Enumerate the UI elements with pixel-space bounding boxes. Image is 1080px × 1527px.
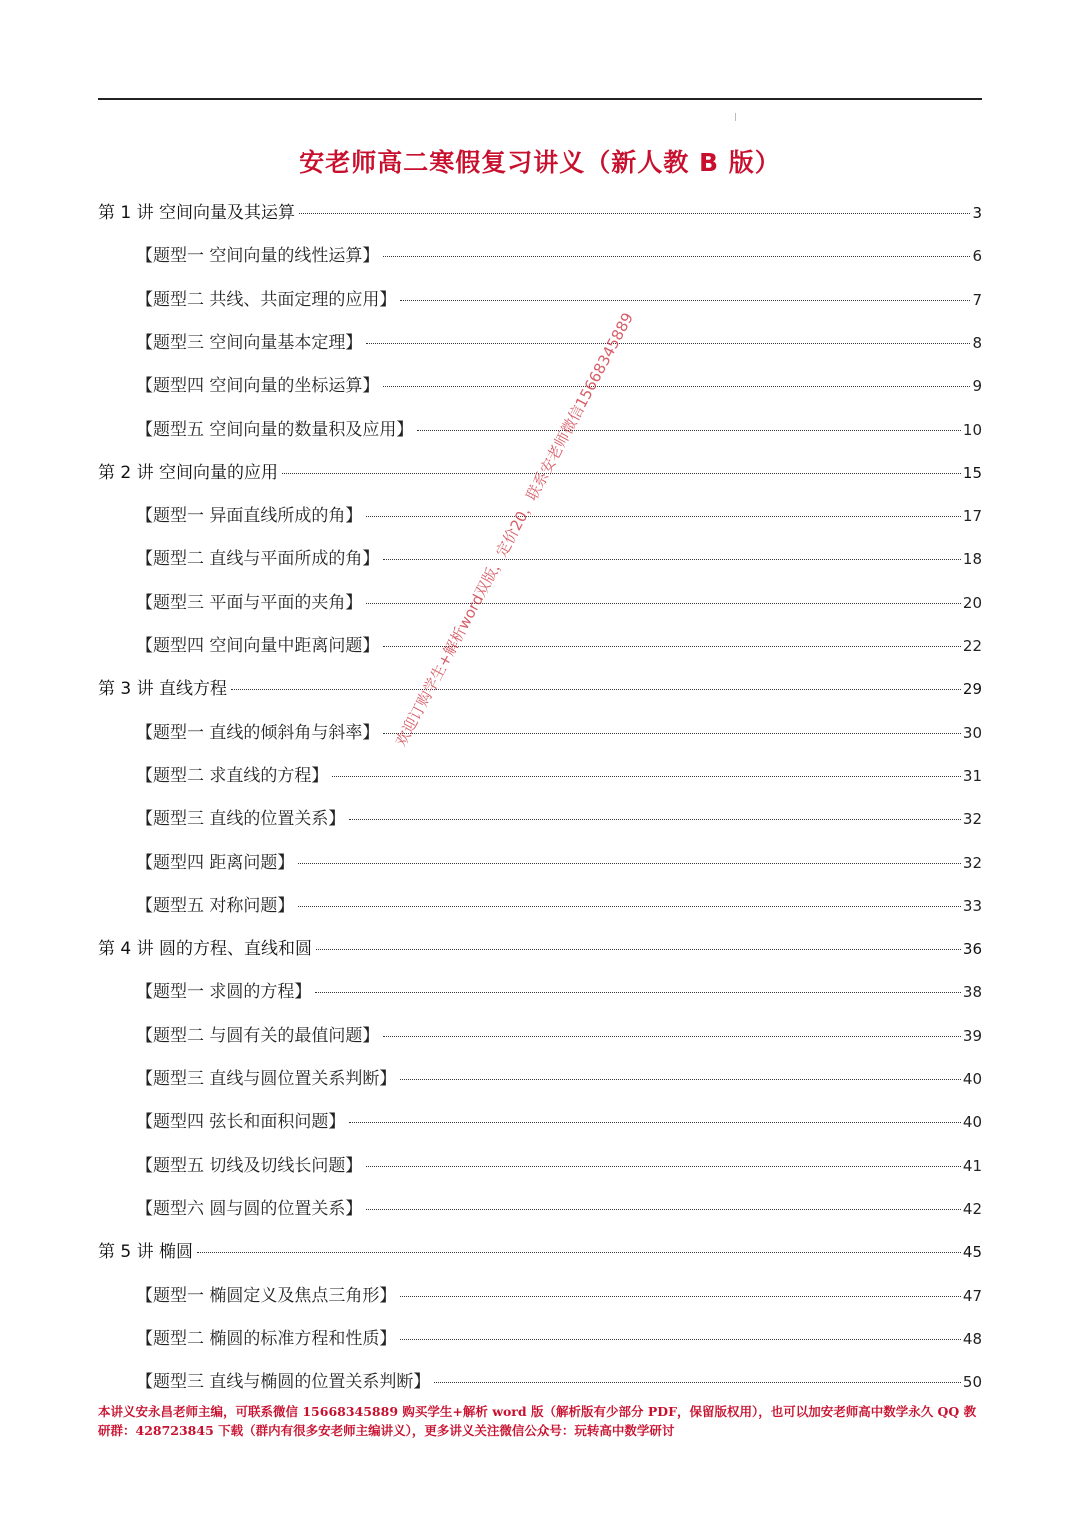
document-title: 安老师高二寒假复习讲义（新人教 B 版）: [299, 148, 781, 177]
toc-dot-leader: [383, 733, 961, 734]
toc-page-number: 10: [962, 420, 982, 439]
toc-entry-title: 【题型二 共线、共面定理的应用】: [136, 289, 397, 310]
toc-topic-entry[interactable]: [136, 1194, 982, 1220]
toc-dot-leader: [383, 256, 970, 257]
toc-topic-entry[interactable]: [136, 588, 982, 614]
toc-page-number: 40: [962, 1070, 982, 1088]
watermark: 欢迎订购学生+解析word双版，定价20，联系安老师微信15668345889: [391, 309, 638, 750]
toc-page-number: 20: [962, 593, 982, 612]
toc-topic-entry[interactable]: [136, 631, 982, 657]
toc-topic-entry[interactable]: [136, 371, 982, 397]
toc-topic-entry[interactable]: [136, 285, 982, 311]
toc-dot-leader: [298, 863, 961, 864]
toc-page-number: 48: [962, 1329, 982, 1348]
toc-entry-title: 【题型一 异面直线所成的角】: [136, 506, 363, 527]
toc-page-number: 30: [962, 723, 982, 742]
toc-chapter-entry[interactable]: [98, 198, 982, 224]
toc-page-number: 22: [962, 637, 982, 655]
toc-page-number: 45: [962, 1243, 982, 1262]
toc-entry-title: 【题型三 空间向量基本定理】: [136, 332, 363, 353]
toc-entry-title: 【题型四 空间向量的坐标运算】: [136, 376, 380, 397]
toc-topic-entry[interactable]: [136, 1064, 982, 1090]
toc-entry-title: 【题型五 空间向量的数量积及应用】: [136, 419, 414, 440]
toc-dot-leader: [316, 949, 961, 950]
toc-entry-title: 【题型四 空间向量中距离问题】: [136, 636, 380, 656]
toc-topic-entry[interactable]: [136, 1367, 982, 1393]
toc-dot-leader: [366, 516, 961, 517]
toc-dot-leader: [231, 689, 961, 690]
toc-entry-title: 【题型三 直线与圆位置关系判断】: [136, 1069, 397, 1089]
toc-topic-entry[interactable]: [136, 804, 982, 830]
toc-page-number: 47: [962, 1286, 982, 1305]
toc-topic-entry[interactable]: [136, 544, 982, 570]
toc-dot-leader: [366, 1209, 961, 1210]
toc-page-number: 29: [962, 680, 982, 699]
toc-topic-entry[interactable]: [136, 1281, 982, 1307]
toc-page-number: 33: [962, 896, 982, 915]
toc-entry-title: 第 1 讲 空间向量及其运算: [98, 203, 296, 223]
toc-topic-entry[interactable]: [136, 1151, 982, 1177]
toc-dot-leader: [400, 1079, 961, 1080]
toc-dot-leader: [400, 1339, 961, 1340]
toc-entry-title: 【题型二 椭圆的标准方程和性质】: [136, 1328, 397, 1349]
toc-page-number: 3: [972, 204, 982, 222]
toc-dot-leader: [400, 300, 970, 301]
toc-topic-entry[interactable]: [136, 761, 982, 787]
toc-page-number: 7: [972, 290, 982, 309]
toc-page-number: 41: [962, 1156, 982, 1175]
toc-page-number: 32: [962, 853, 982, 872]
toc-dot-leader: [197, 1252, 961, 1253]
toc-entry-title: 【题型一 求圆的方程】: [136, 982, 312, 1003]
toc-page-number: 39: [962, 1026, 982, 1045]
toc-entry-title: 【题型一 椭圆定义及焦点三角形】: [136, 1285, 397, 1306]
toc-page-number: 18: [962, 550, 982, 569]
toc-entry-title: 【题型三 直线的位置关系】: [136, 809, 346, 830]
toc-topic-entry[interactable]: [136, 1324, 982, 1350]
toc-topic-entry[interactable]: [136, 328, 982, 354]
toc-dot-leader: [349, 819, 961, 820]
toc-dot-leader: [366, 343, 970, 344]
toc-dot-leader: [299, 213, 970, 214]
footer-note: 本讲义安永昌老师主编，可联系微信 15668345889 购买学生+解析 word 版（解析版有少部分 PDF，保留版权用），也可以加安老师高中数学永久 QQ 教研群：428723845 下载（群内有很多安老师主编讲义），更多讲义关注微信公众号：玩转高中数学研讨: [98, 1404, 977, 1438]
toc-entry-title: 【题型二 求直线的方程】: [136, 765, 329, 786]
toc-dot-leader: [349, 1122, 961, 1123]
toc-entry-title: 【题型四 弦长和面积问题】: [136, 1112, 346, 1133]
toc-dot-leader: [282, 473, 961, 474]
toc-entry-title: 【题型三 平面与平面的夹角】: [136, 592, 363, 613]
toc-dot-leader: [400, 1296, 961, 1297]
toc-page-number: 32: [962, 810, 982, 829]
toc-entry-title: 第 4 讲 圆的方程、直线和圆: [98, 939, 313, 960]
toc-topic-entry[interactable]: [136, 1107, 982, 1133]
toc-dot-leader: [383, 1036, 961, 1037]
toc-topic-entry[interactable]: [136, 1021, 982, 1047]
toc-topic-entry[interactable]: [136, 977, 982, 1003]
toc-page-number: 17: [962, 507, 982, 526]
toc-topic-entry[interactable]: [136, 501, 982, 527]
toc-dot-leader: [383, 559, 961, 560]
toc-chapter-entry[interactable]: [98, 1237, 982, 1263]
toc-entry-title: 【题型一 直线的倾斜角与斜率】: [136, 722, 380, 743]
toc-entry-title: 【题型五 切线及切线长问题】: [136, 1155, 363, 1176]
toc-entry-title: 第 2 讲 空间向量的应用: [98, 462, 279, 483]
toc-page-number: 36: [962, 940, 982, 959]
toc-page-number: 6: [972, 247, 982, 266]
toc-page-number: 15: [962, 463, 982, 482]
toc-chapter-entry[interactable]: [98, 934, 982, 960]
toc-entry-title: 【题型三 直线与椭圆的位置关系判断】: [136, 1372, 431, 1393]
toc-topic-entry[interactable]: [136, 241, 982, 267]
toc-entry-title: 【题型四 距离问题】: [136, 852, 295, 873]
toc-page-number: 38: [962, 983, 982, 1002]
toc-topic-entry[interactable]: [136, 891, 982, 917]
toc-entry-title: 【题型六 圆与圆的位置关系】: [136, 1198, 363, 1219]
toc-dot-leader: [332, 776, 961, 777]
toc-page-number: 42: [962, 1199, 982, 1218]
toc-dot-leader: [417, 430, 961, 431]
toc-dot-leader: [366, 603, 961, 604]
toc-page-number: 50: [962, 1373, 982, 1392]
toc-entry-title: 【题型一 空间向量的线性运算】: [136, 246, 380, 267]
toc-entry-title: 【题型二 与圆有关的最值问题】: [136, 1025, 380, 1046]
toc-dot-leader: [315, 992, 961, 993]
toc-dot-leader: [383, 646, 961, 647]
toc-dot-leader: [298, 906, 961, 907]
toc-entry-title: 第 3 讲 直线方程: [98, 679, 228, 700]
toc-entry-title: 【题型五 对称问题】: [136, 895, 295, 916]
toc-page-number: 31: [962, 766, 982, 785]
toc-topic-entry[interactable]: [136, 848, 982, 874]
toc-dot-leader: [383, 386, 970, 387]
toc-chapter-entry[interactable]: [98, 674, 982, 700]
toc-entry-title: 第 5 讲 椭圆: [98, 1242, 194, 1263]
toc-dot-leader: [366, 1166, 961, 1167]
toc-entry-title: 【题型二 直线与平面所成的角】: [136, 549, 380, 570]
toc-page-number: 8: [972, 333, 982, 352]
toc-page-number: 40: [962, 1113, 982, 1132]
toc-dot-leader: [434, 1382, 961, 1383]
toc-topic-entry[interactable]: [136, 718, 982, 744]
toc-page-number: 9: [972, 377, 982, 396]
